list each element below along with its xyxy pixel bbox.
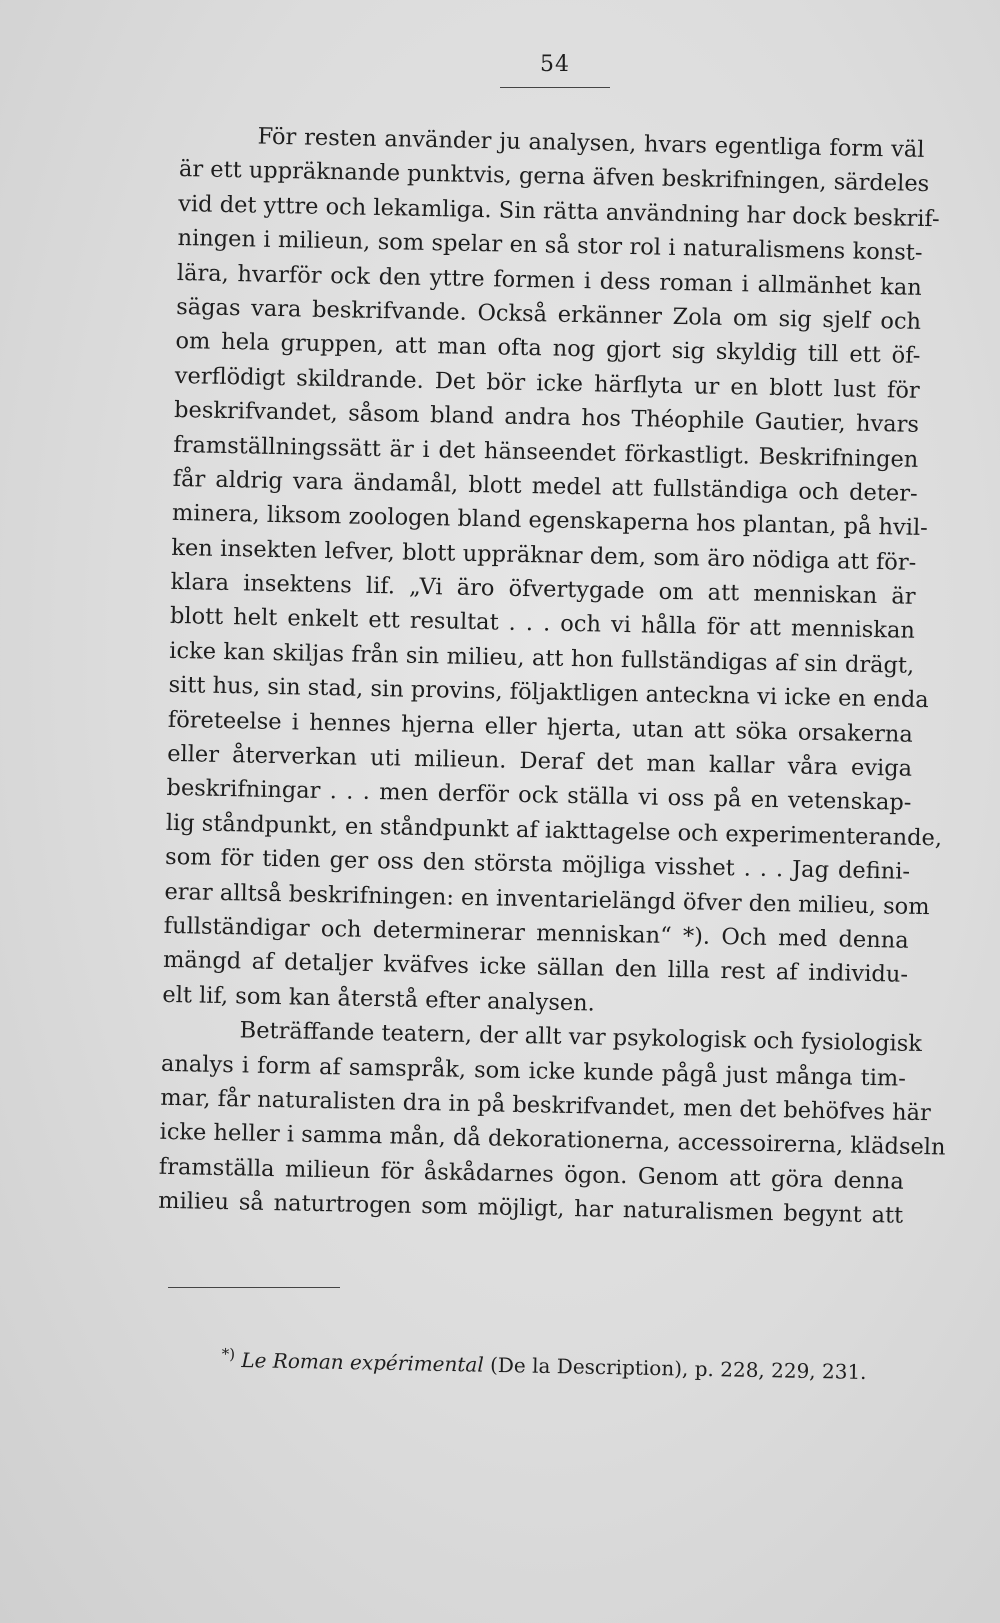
text-line: beskrifvandet, såsom bland andra hos Théophile Gautier, hvars	[173, 397, 920, 439]
text-line: icke heller i samma mån, då dekorationerna, accessoirerna, klädseln	[159, 1119, 946, 1161]
text-line: får aldrig vara ändamål, blott medel att fullständiga och deter-	[172, 465, 918, 507]
text-line: analys i form af samspråk, som icke kunde pågå just många tim-	[160, 1050, 907, 1092]
text-line: mängd af detaljer kväfves icke sällan den lilla rest af individu-	[162, 947, 909, 989]
footnote-rule	[168, 1287, 340, 1288]
text-line: sitt hus, sin stad, sin provins, följaktligen anteckna vi icke en enda	[168, 672, 929, 714]
text-line: blott helt enkelt ett resultat . . . och vi hålla för att menniskan	[169, 603, 916, 645]
text-line: lig ståndpunkt, en ståndpunkt af iakttagelse och experimenterande,	[165, 809, 943, 852]
text-line: minera, liksom zoologen bland egenskaperna hos plantan, på hvil-	[171, 500, 929, 542]
text-line: ningen i milieun, som spelar en så stor rol i naturalismens konst-	[177, 225, 923, 267]
text-line: vid det yttre och lekamliga. Sin rätta användning har dock beskrif-	[178, 190, 940, 233]
page-number-rule	[500, 87, 610, 88]
page-number: 54	[540, 52, 570, 77]
text-line: som för tiden ger oss den största möjliga visshet . . . Jag defini-	[164, 844, 911, 886]
text-line: icke kan skiljas från sin milieu, att hon fullständigas af sin drägt,	[169, 637, 915, 679]
text-line: beskrifningar . . . men derför ock ställa vi oss på en vetenskap-	[166, 775, 912, 817]
text-line: ken insekten lefver, blott uppräknar dem, som äro nödiga att för-	[171, 534, 917, 576]
footnote-marker: *)	[221, 1344, 236, 1364]
text-line: eller återverkan uti milieun. Deraf det man kallar våra eviga	[166, 740, 913, 782]
text-line: För resten använder ju analysen, hvars egentliga form väl	[257, 123, 925, 163]
footnote-citation: (De la Description), p. 228, 229, 231.	[489, 1352, 867, 1385]
text-line: klara insektens lif. „Vi äro öfvertygade om att menniskan är	[170, 568, 916, 610]
body-text	[158, 118, 946, 1233]
text-line: Beträffande teatern, der allt var psykologisk och fysiologisk	[239, 1017, 923, 1058]
text-line: företeelse i hennes hjerna eller hjerta, utan att söka orsakerna	[167, 706, 914, 748]
text-line: framställa milieun för åskådarnes ögon. Genom att göra denna	[158, 1153, 905, 1195]
text-line: framställningssätt är i det hänseendet förkastligt. Beskrifningen	[173, 431, 919, 473]
text-line: lära, hvarför ock den yttre formen i dess roman i allmänhet kan	[176, 259, 923, 301]
text-line: verflödigt skildrande. Det bör icke härflyta ur en blott lust för	[174, 362, 920, 404]
text-line: milieu så naturtrogen som möjligt, har naturalismen begynt att	[158, 1187, 904, 1229]
text-line: fullständigar och determinerar menniskan“ *). Och med denna	[163, 912, 909, 954]
text-line: elt lif, som kan återstå efter analysen.	[162, 981, 596, 1017]
footnote	[221, 1340, 867, 1386]
text-line: är ett uppräknande punktvis, gerna äfven beskrifningen, särdeles	[178, 156, 930, 198]
text-line: sägas vara beskrifvande. Också erkänner Zola om sig sjelf och	[175, 293, 922, 335]
text-line: om hela gruppen, att man ofta nog gjort sig skyldig till ett öf-	[175, 328, 921, 370]
text-line: mar, får naturalisten dra in på beskrifvandet, men det behöfves här	[160, 1084, 932, 1127]
text-line: erar alltså beskrifningen: en inventarielängd öfver den milieu, som	[164, 878, 930, 920]
footnote-title: Le Roman expérimental	[241, 1348, 484, 1377]
